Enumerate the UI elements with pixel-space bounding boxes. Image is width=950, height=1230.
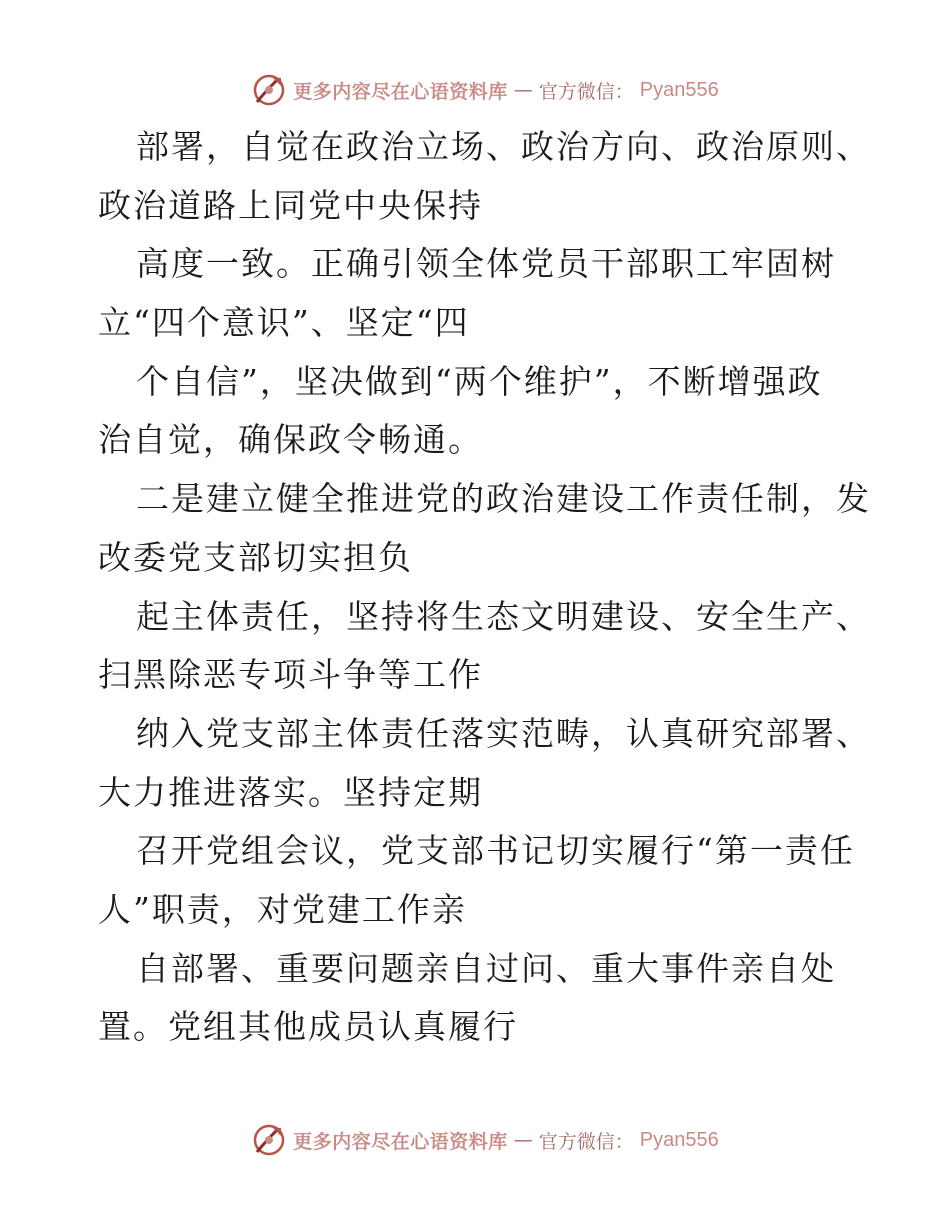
text-line: 个自信”，坚决做到“两个维护”，不断增强政 [136, 361, 823, 401]
banner-wechat-label: 官方微信： [538, 80, 634, 103]
text-line: 召开党组会议，党支部书记切实履行“第一责任 [136, 831, 855, 871]
text-line: 扫黑除恶专项斗争等工作 [98, 655, 483, 695]
text-line: 大力推进落实。坚持定期 [98, 772, 483, 812]
text-line: 立“四个意识”、坚定“四 [98, 303, 470, 343]
banner-text: 更多内容尽在心语资料库 [293, 80, 508, 103]
text-line: 自部署、重要问题亲自过问、重大事件亲自处 [136, 948, 836, 988]
text-line: 政治道路上同党中央保持 [98, 185, 483, 225]
text-line: 高度一致。正确引领全体党员干部职工牢固树 [136, 244, 836, 284]
banner-inner [251, 1122, 719, 1158]
banner-separator: — [513, 1129, 533, 1151]
text-line: 人”职责，对党建工作亲 [98, 889, 467, 929]
banner-text: 更多内容尽在心语资料库 [293, 1130, 508, 1153]
text-line: 改委党支部切实担负 [98, 537, 413, 577]
banner-wechat-id: Pyan556 [639, 78, 719, 101]
header-banner [0, 70, 950, 110]
text-line: 起主体责任，坚持将生态文明建设、安全生产、 [136, 596, 871, 636]
text-line: 置。党组其他成员认真履行 [98, 1007, 518, 1047]
pen-circle-logo-icon [251, 72, 287, 108]
pen-circle-logo-icon [251, 1122, 287, 1158]
banner-inner [251, 72, 719, 108]
banner-wechat-id: Pyan556 [639, 1128, 719, 1151]
text-line: 治自觉，确保政令畅通。 [98, 420, 483, 460]
text-line: 部署，自觉在政治立场、政治方向、政治原则、 [136, 127, 871, 166]
text-line: 二是建立健全推进党的政治建设工作责任制，发 [136, 479, 871, 519]
text-line: 纳入党支部主体责任落实范畴，认真研究部署、 [136, 713, 871, 753]
footer-banner [0, 1120, 950, 1160]
banner-wechat-label: 官方微信： [538, 1130, 634, 1153]
banner-separator: — [513, 79, 533, 101]
document-body [98, 118, 871, 1057]
